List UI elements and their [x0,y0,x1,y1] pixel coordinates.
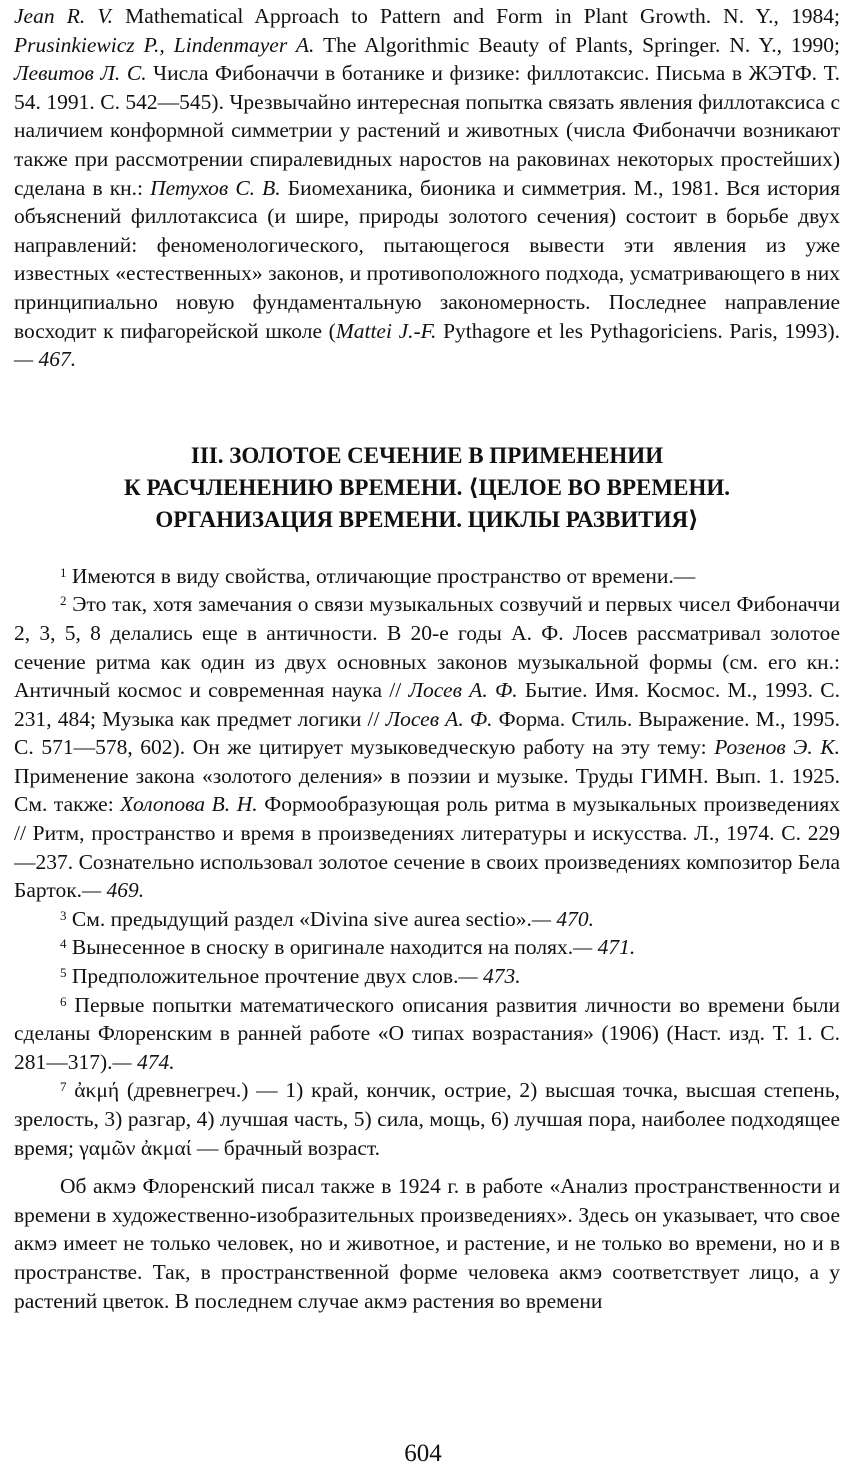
chapter-title-line: ОРГАНИЗАЦИЯ ВРЕМЕНИ. ЦИКЛЫ РАЗВИТИЯ⟩ [155,506,699,532]
footnote-text: Формообразующая роль ритма в музыкальных произведениях // Ритм, пространство и время в произведениях литературы и искусства. Л., 1974. С. 229—237. Сознательно использовал золотое сечение в своих произведениях композитор Бела Барток. [14,792,840,903]
footnote-number: 1 [60,564,67,580]
author-name: Лосев А. Ф. [385,706,493,731]
greek-term: γαμῶν ἀκμαί [79,1135,192,1160]
text-run: Биомеханика, бионика и симметрия. М., 1981. Вся история объяснений филлотаксиса (и шире, природы золотого сечения) состоит в борьбе двух направлений: феноменологического, пытающегося вывести эти явления из уже известных «естественных» законов, и противоположного подхода, усматривающего в них принципиально новую фундаментальную закономерность. Последнее направление восходит к пифагорейской школе ( [14,175,841,343]
greek-term: ἀκμή [74,1078,120,1103]
page-number: 604 [404,1440,442,1467]
footnote-text: (древнегреч.) — 1) край, кончик, острие, 2) высшая точка, высшая степень, зрелость, 3) разгар, 4) лучшая часть, 5) сила, мощь, 6) лучшая пора, наиболее подходящее время; [14,1078,840,1160]
footnote-text: Предположительное прочтение двух слов. [71,964,459,989]
footnote-text: Вынесенное в сноску в оригинале находится на полях. [71,935,574,960]
footnote-text: Применение закона «золотого деления» в поэзии и музыке. Труды ГИМН. Вып. 1. 1925. См. также: [14,763,840,817]
author-name: Левитов Л. С. [14,61,147,86]
footnote-7 [14,1076,840,1162]
footnote-number: 5 [60,965,67,981]
footnote-5 [14,962,840,991]
footnote-number: 4 [60,936,67,952]
footnote-2 [14,590,840,905]
author-name: Лосев А. Ф. [408,678,518,703]
chapter-title [14,440,840,536]
footnote-text: См. предыдущий раздел «Divina sive aurea sectio». [71,906,532,931]
footnote-number: 7 [60,1079,67,1095]
closing-paragraph: Об акмэ Флоренский писал также в 1924 г. в работе «Анализ пространственности и времени в художественно-изобразительных произведениях». Здесь он указывает, что свое акмэ имеет не только человек, но и животное, и растение, и не только во времени, но и в пространстве. Так, в пространственной форме человека акмэ соответствует лицо, а у растений цветок. В последнем случае акмэ растения во времени [14,1174,840,1313]
page-reference: — 471. [573,935,636,960]
footnote-text: — брачный возраст. [191,1135,381,1160]
footnote-text: Первые попытки математического описания развития личности во времени были сделаны Флоренским в ранней работе «О типах возрастания» (1906) (Наст. изд. Т. 1. С. 281—317). [14,992,841,1074]
footnote-text: Бытие. Имя. Космос. М., 1993. С. 231, 484; Музыка как предмет логики // [14,678,840,731]
footnote-text: Это так, хотя замечания о связи музыкальных созвучий и первых чисел Фибоначчи 2, 3, 5, 8 делались еще в античности. В 20-е годы А. Ф. Лосев рассматривал золотое сечение ритма как один из двух основных законов музыкальной формы (см. его кн.: Античный космос и современная наука // [14,592,840,703]
footnote-number: 3 [60,907,67,923]
paragraph-spacer [14,1162,840,1172]
footnote-number: 6 [60,993,67,1009]
text-run: Mathematical Approach to Pattern and Form in Plant Growth. N. Y., 1984; [113,4,840,28]
continuation-paragraph [14,2,840,374]
chapter-title-line: К РАСЧЛЕНЕНИЮ ВРЕМЕНИ. ⟨ЦЕЛОЕ ВО ВРЕМЕНИ. [124,474,730,500]
footnote-1 [14,562,840,591]
text-run: Числа Фибоначчи в ботанике и физике: филлотаксис. Письма в ЖЭТФ. Т. 54. 1991. С. 542—545). Чрезвычайно интересная попытка связать явления филлотаксиса с наличием конформной симметрии у растений и животных (числа Фибоначчи возникают также при рассмотрении спиралевидных наростов на раковинах некоторых простейших) сделана в кн.: [14,61,840,200]
footnote-text: Имеются в виду свойства, отличающие пространство от времени.— [71,563,696,588]
footnote-6 [14,991,840,1077]
page-reference: — 473. [458,964,521,989]
author-name: Петухов С. В. [150,175,281,200]
chapter-title-line: III. ЗОЛОТОЕ СЕЧЕНИЕ В ПРИМЕНЕНИИ [190,442,664,468]
footnote-text: Форма. Стиль. Выражение. М., 1995. С. 571—578, 602). Он же цитирует музыковедческую работу на эту тему: [14,706,840,760]
page-reference: — 470. [531,906,595,931]
page-body [14,2,840,1315]
author-name: Розенов Э. К. [714,735,841,760]
footnote-3 [14,905,840,934]
author-name: Mattei J.-F. [335,318,437,343]
text-run: Pythagore et les Pythagoriciens. Paris, 1993). [436,318,840,343]
page-reference: — 469. [82,878,145,903]
footnote-4 [14,933,840,962]
author-name: Jean R. V. [14,4,114,28]
page-reference: — 474. [112,1049,175,1074]
page-reference: — 467. [14,347,77,372]
text-run: The Algorithmic Beauty of Plants, Springer. N. Y., 1990; [314,32,840,57]
author-name: Prusinkiewicz P., Lindenmayer A. [14,32,315,57]
footnote-number: 2 [60,593,67,609]
author-name: Холопова В. Н. [120,792,258,817]
